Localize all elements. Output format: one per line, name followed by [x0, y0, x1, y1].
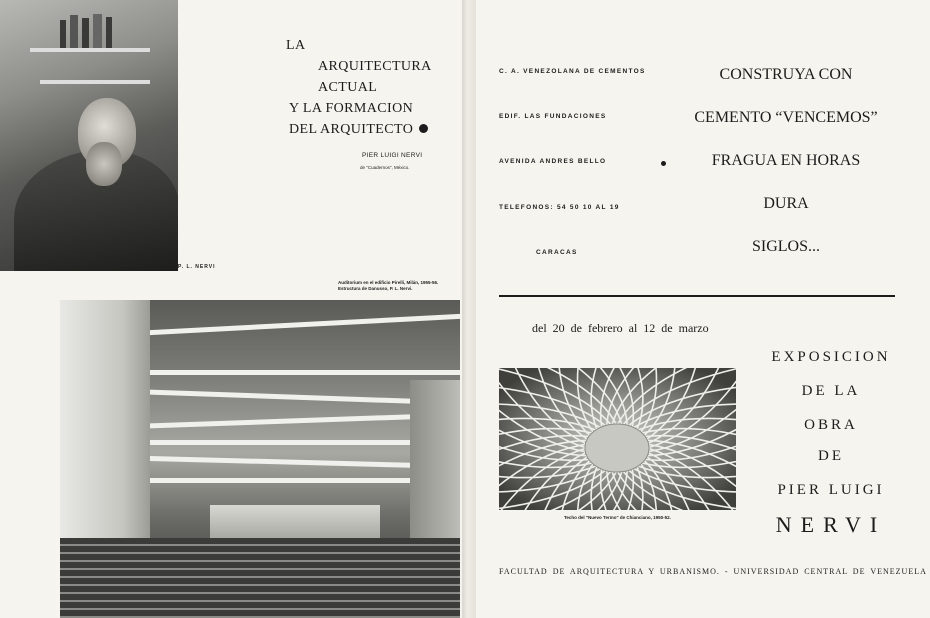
dome-ceiling-photo: [499, 368, 736, 510]
auditorium-caption: Auditorium en el edificio Pirelli, Milán, 1955-56. Estructura de Danusso, P. L. Nervi.: [338, 280, 439, 291]
right-page: [476, 0, 930, 618]
dome-caption: Techo del "Nuevo Termo" de Chianciano, 1950-52.: [564, 515, 671, 520]
divider-rule: [499, 295, 895, 297]
dot-icon: [661, 161, 666, 166]
exhibition-name: NERVI: [775, 512, 887, 537]
slogan-line: FRAGUA EN HORAS: [711, 152, 861, 169]
exhibition-title-line: DE LA: [801, 383, 861, 399]
article-title-line: LA: [286, 38, 306, 53]
auditorium-photo: [60, 300, 460, 618]
left-page: [0, 0, 462, 618]
article-title-line: Y LA FORMACION: [289, 101, 414, 116]
bullet-dot-icon: [419, 124, 428, 133]
exhibition-title-line: DE: [818, 448, 844, 464]
slogan-line: SIGLOS...: [751, 238, 820, 255]
article-title-line-last: DEL ARQUITECTO: [289, 122, 428, 138]
exhibition-title-line: OBRA: [804, 417, 858, 433]
sponsor-city: CARACAS: [536, 249, 578, 256]
article-title-line: ACTUAL: [318, 80, 378, 95]
footer-institution: FACULTAD DE ARQUITECTURA Y URBANISMO. - UNIVERSIDAD CENTRAL DE VENEZUELA: [499, 567, 927, 576]
sponsor-building: EDIF. LAS FUNDACIONES: [499, 113, 607, 120]
slogan-line: CONSTRUYA CON: [719, 66, 853, 83]
article-title-line: ARQUITECTURA: [318, 59, 432, 74]
author-source: de "Cuadernos", México.: [360, 165, 410, 170]
page-gutter: [462, 0, 476, 618]
sponsor-avenue: AVENIDA ANDRES BELLO: [499, 158, 607, 165]
author-name: PIER LUIGI NERVI: [362, 152, 423, 159]
exhibition-title-line: EXPOSICION: [771, 349, 891, 365]
sponsor-phones: TELEFONOS: 54 50 10 AL 19: [499, 204, 620, 211]
exhibition-dates: del 20 de febrero al 12 de marzo: [532, 321, 709, 335]
slogan-line: DURA: [763, 195, 809, 212]
slogan-line: CEMENTO “VENCEMOS”: [694, 109, 878, 126]
nervi-portrait-photo: [0, 0, 178, 271]
portrait-caption: P. L. NERVI: [178, 264, 216, 270]
exhibition-title-line: PIER LUIGI: [777, 482, 885, 498]
sponsor-company: C. A. VENEZOLANA DE CEMENTOS: [499, 68, 646, 75]
